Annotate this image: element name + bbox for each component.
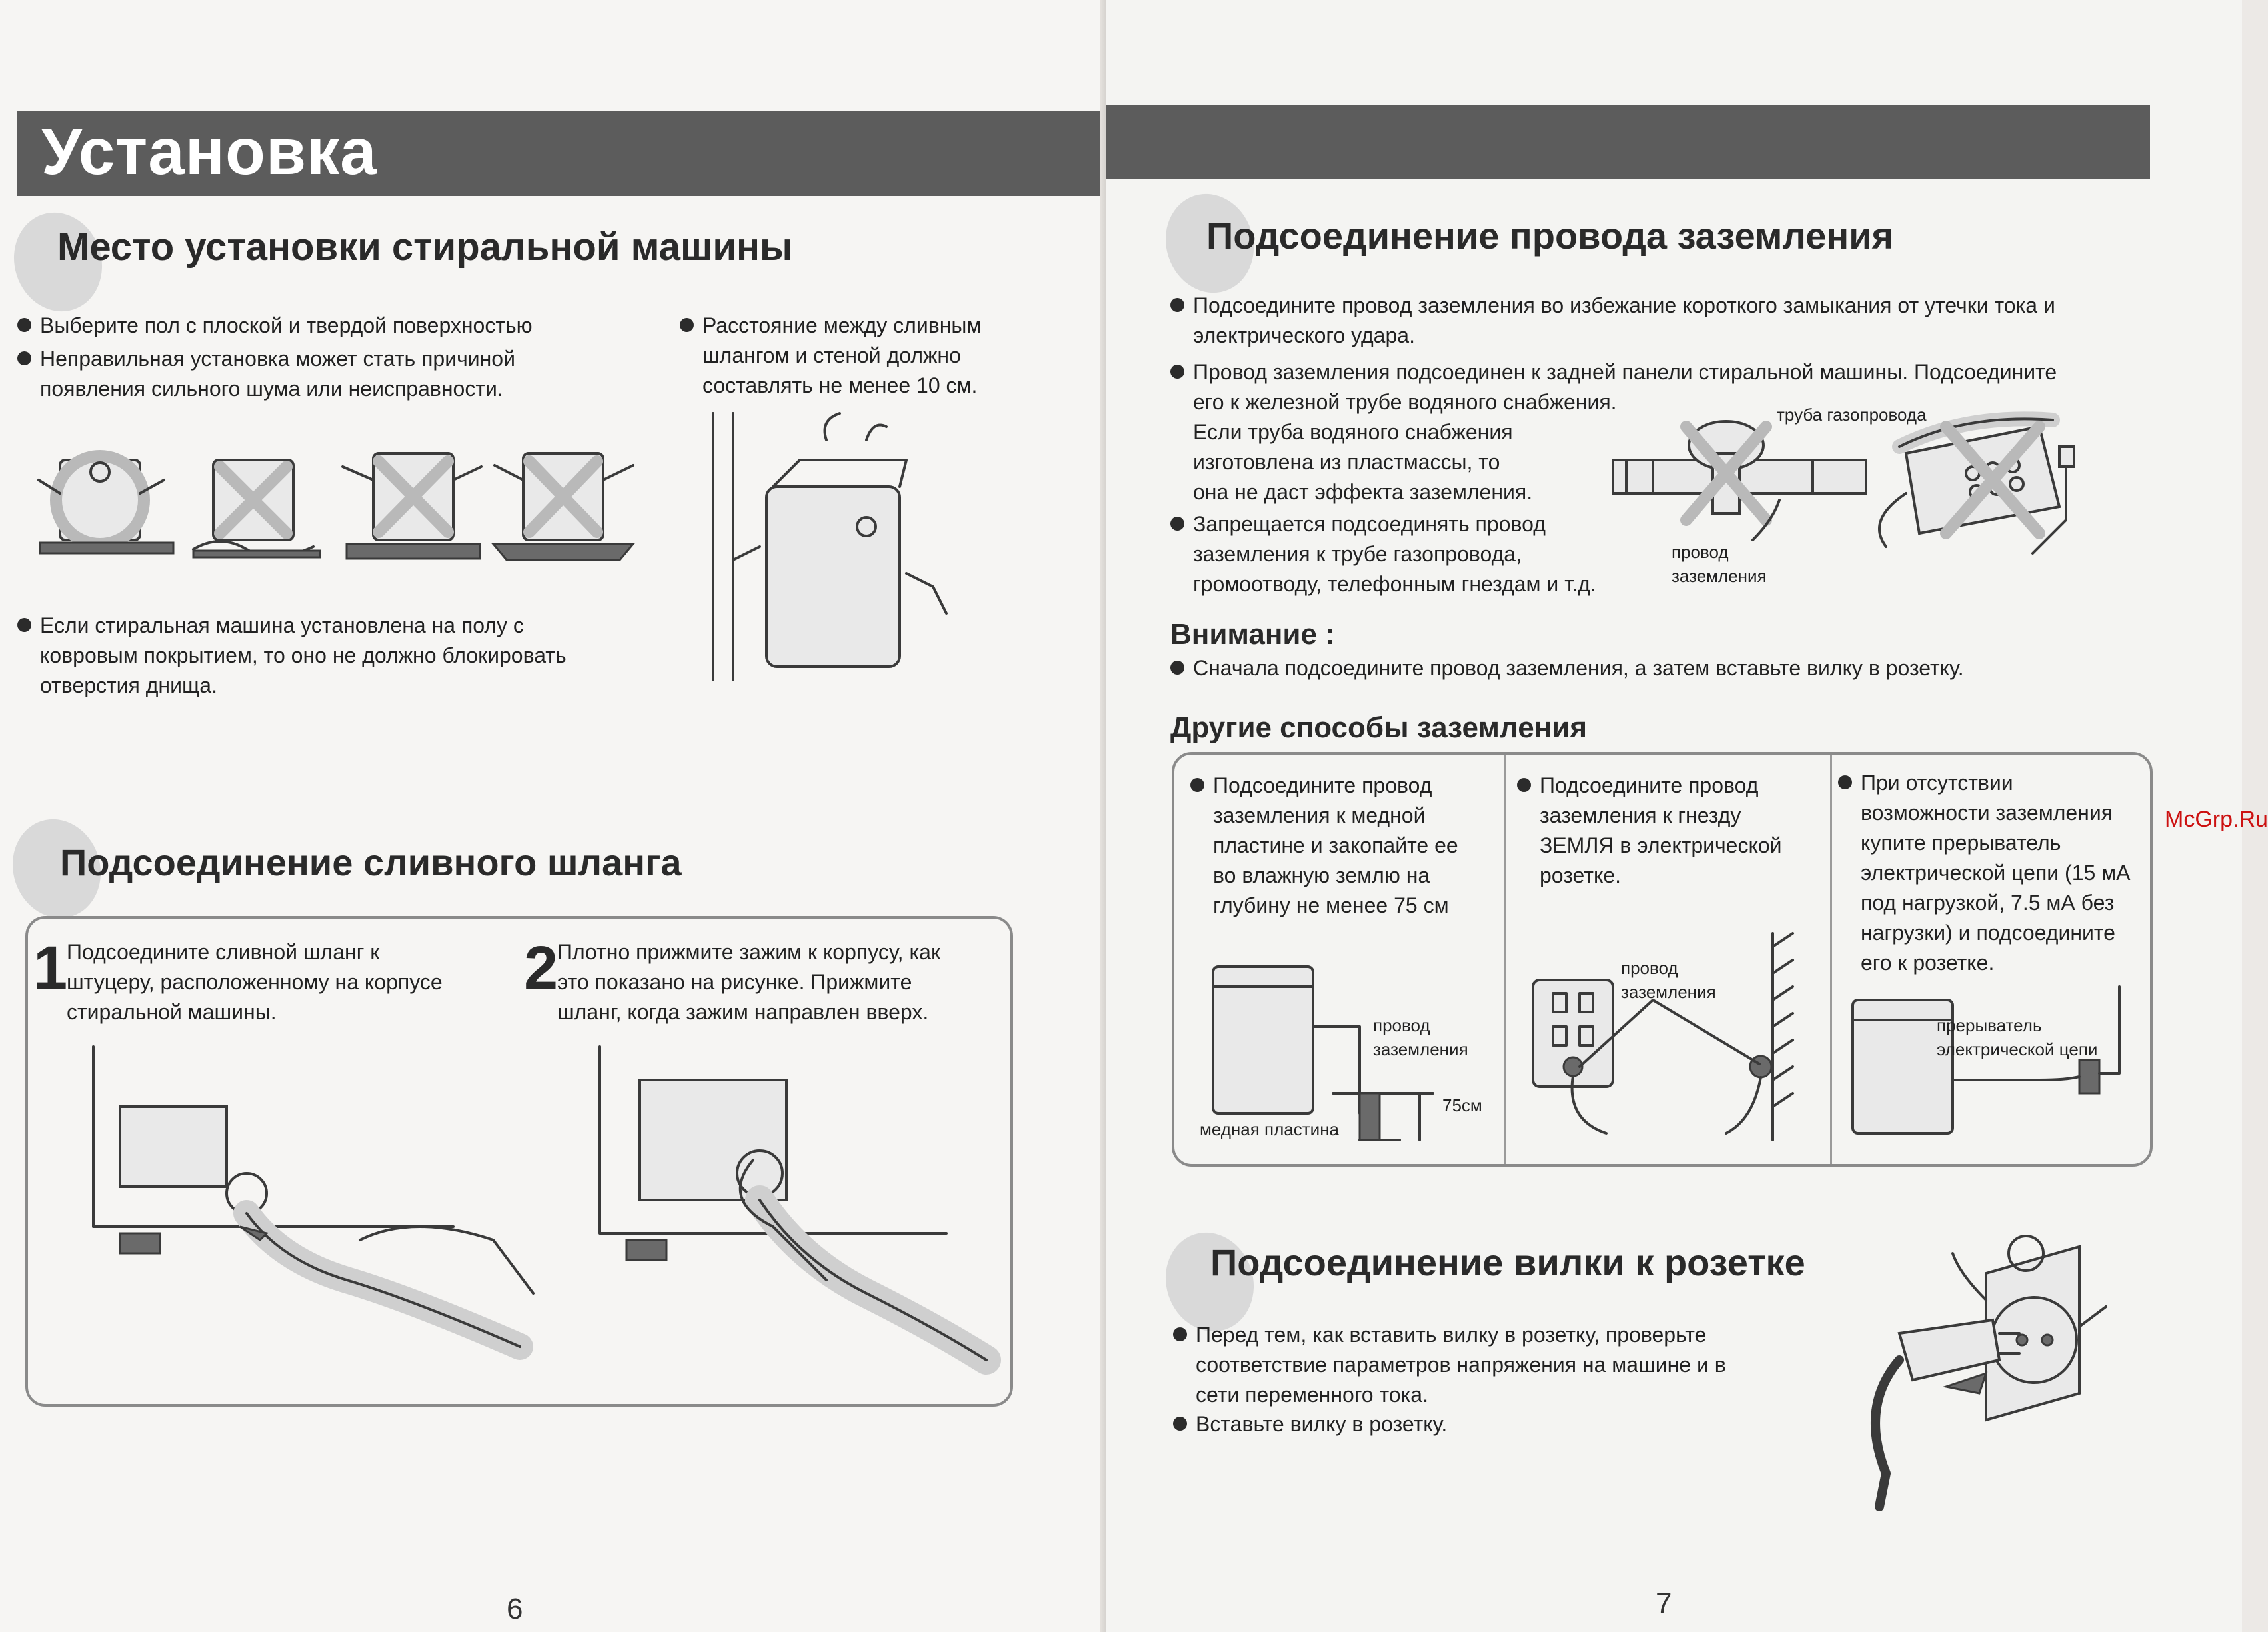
label-col2-wire: провод заземления (1621, 958, 1716, 1002)
bullet-dot (1173, 1417, 1187, 1431)
step-number-2: 2 (524, 934, 559, 1002)
column-divider (1504, 755, 1506, 1164)
floor-illustration-bad-2 (333, 433, 487, 567)
bullet-dot (1170, 365, 1184, 379)
bullet-dot (1838, 775, 1852, 789)
drain-step-2-illustration (586, 1040, 1013, 1387)
bullet-attention: Сначала подсоедините провод заземления, а затем вставьте вилку в розетку. (1170, 653, 2183, 683)
bullet-dot (1190, 778, 1204, 792)
label-ground-wire: провод заземления (1672, 542, 1767, 586)
section-title-drain: Подсоединение сливного шланга (60, 841, 682, 883)
section-title-plug: Подсоединение вилки к розетке (1210, 1241, 1805, 1283)
method-breaker: При отсутствии возможности заземления купите прерыватель электрической цепи (15 мА под нагрузкой, 7.5 мА без нагрузки) и подсоедините его к розетке. (1838, 768, 2145, 978)
bullet-place-2: Неправильная установка может стать причиной появления сильного шума или неисправности. (17, 344, 657, 404)
bullet-ground-1: Подсоедините провод заземления во избежание короткого замыкания от утечки тока и электрического удара. (1170, 291, 2183, 351)
breaker-illustration (1839, 987, 2146, 1147)
bullet-dot (17, 318, 31, 332)
right-page (1106, 0, 2268, 1632)
section-title-place: Место установки стиральной машины (57, 225, 793, 269)
bullet-dot (1170, 517, 1184, 531)
label-col1-wire: провод заземления (1373, 1015, 1468, 1059)
label-col1-plate: медная пластина (1200, 1119, 1340, 1139)
attention-title: Внимание : (1170, 618, 1335, 651)
telephone-illustration (1866, 400, 2079, 560)
bullet-dot (1170, 661, 1184, 675)
bullet-ground-2: Провод заземления подсоединен к задней панели стиральной машины. Подсоедините его к железной трубе водяного снабжения. Если труба водяного снабжения изготовлена из пластмассы, то она не даст эффекта заземления. (1170, 357, 2183, 507)
step-text-2: Плотно прижмите зажим к корпусу, как это показано на рисунке. Прижмите шланг, когда зажим направлен вверх. (557, 940, 940, 1024)
section-title-ground: Подсоединение провода заземления (1206, 215, 1894, 257)
floor-illustration-bad-3 (487, 433, 640, 567)
label-col3-breaker: прерыватель электрической цепи (1937, 1015, 2098, 1059)
bullet-plug-1: Перед тем, как вставить вилку в розетку, проверьте соответствие параметров напряжения на машине и в сети переменного тока. (1173, 1320, 1879, 1410)
bullet-dot (1517, 778, 1531, 792)
bullet-place-1: Выберите пол с плоской и твердой поверхностью (17, 311, 657, 341)
page-number: 6 (507, 1593, 523, 1625)
page-title: Установка (41, 115, 377, 188)
bullet-carpet: Если стиральная машина установлена на полу с ковровым покрытием, то оно не должно блокировать отверстия днища. (17, 611, 657, 701)
wall-distance-illustration (706, 413, 960, 680)
other-methods-title: Другие способы заземления (1170, 711, 1588, 744)
bullet-plug-2: Вставьте вилку в розетку. (1173, 1409, 1879, 1439)
floor-illustration-ok (33, 433, 180, 567)
step-number-1: 1 (33, 934, 68, 1002)
plug-socket-illustration (1859, 1247, 2139, 1513)
left-page (0, 0, 1106, 1632)
label-col1-depth: 75см (1442, 1095, 1482, 1115)
bullet-wall-distance: Расстояние между сливным шлангом и стеной должно составлять не менее 10 см. (680, 311, 1053, 401)
step-text-1: Подсоедините сливной шланг к штуцеру, расположенному на корпусе стиральной машины. (67, 940, 443, 1024)
page-number: 7 (1656, 1587, 1672, 1620)
label-gas-pipe: труба газопровода (1777, 405, 1927, 425)
bullet-dot (1170, 298, 1184, 312)
watermark: McGrp.Ru (2165, 807, 2268, 832)
bullet-dot (17, 351, 31, 365)
bullet-dot (680, 318, 694, 332)
method-copper-plate: Подсоедините провод заземления к медной пластине и закопайте ее во влажную землю на глубину не менее 75 см (1190, 771, 1497, 921)
column-divider (1830, 755, 1832, 1164)
drain-step-1-illustration (80, 1040, 547, 1387)
floor-illustration-bad-1 (180, 433, 327, 567)
gas-pipe-illustration (1613, 407, 1879, 540)
bullet-ground-3: Запрещается подсоединять провод заземления к трубе газопровода, громоотводу, телефонным гнездам и т.д. (1170, 509, 1677, 599)
bullet-dot (17, 618, 31, 632)
method-socket: Подсоедините провод заземления к гнезду ЗЕМЛЯ в электрической розетке. (1517, 771, 1823, 891)
header-bar (1106, 105, 2150, 179)
bullet-dot (1173, 1327, 1187, 1341)
